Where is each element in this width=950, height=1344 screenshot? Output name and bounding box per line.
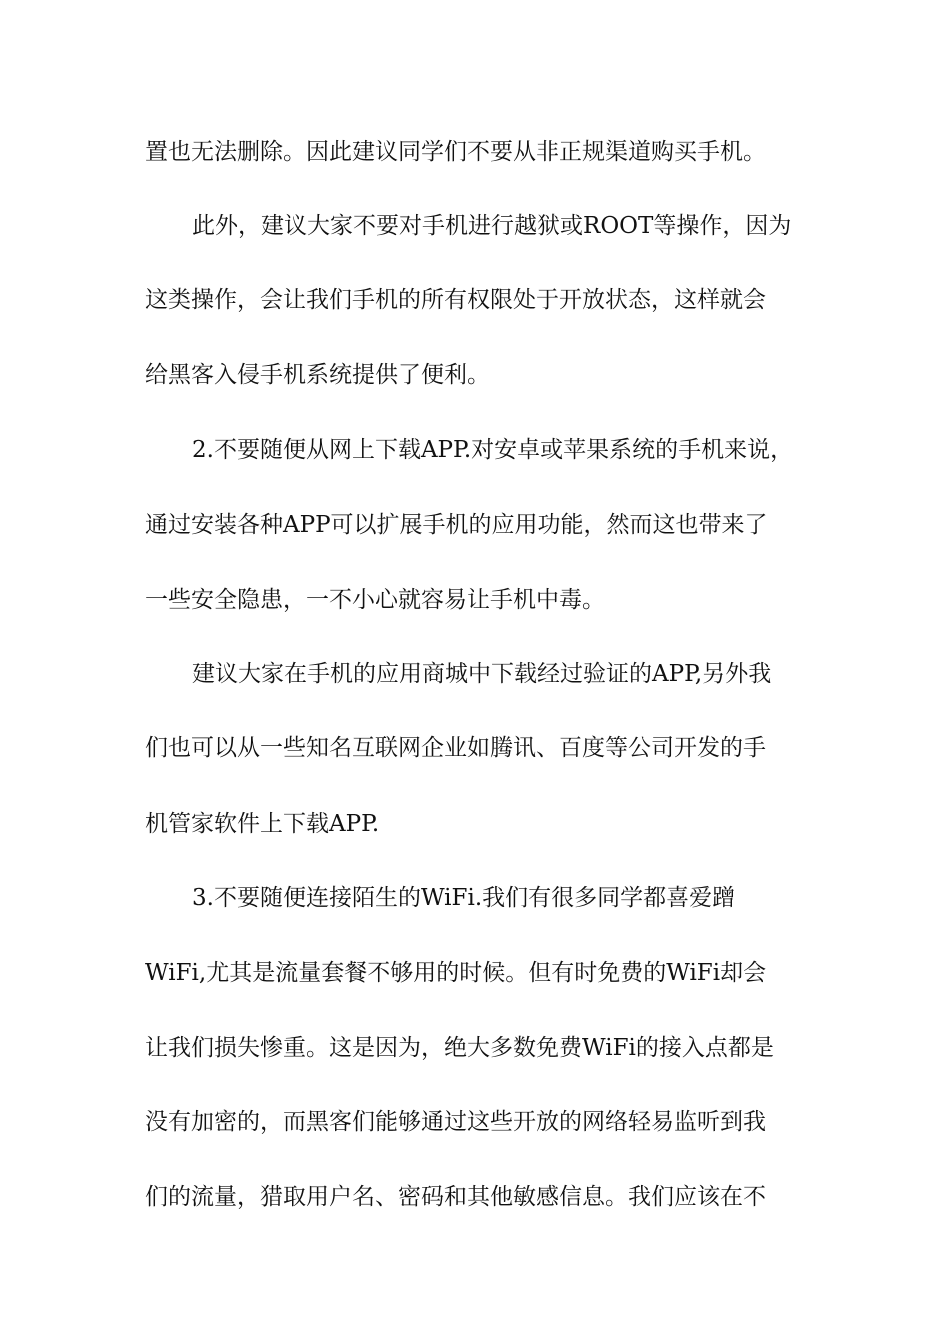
text-line: 给黑客入侵手机系统提供了便利。 [145,362,490,388]
text-line: 机管家软件上下载APP. [145,811,380,837]
text-line: 此外，建议大家不要对手机进行越狱或ROOT等操作，因为 [192,213,792,239]
text-line: 没有加密的，而黑客们能够通过这些开放的网络轻易监听到我 [145,1109,766,1135]
text-line: WiFi,尤其是流量套餐不够用的时候。但有时免费的WiFi却会 [145,960,767,986]
text-line: 这类操作，会让我们手机的所有权限处于开放状态，这样就会 [145,287,766,313]
text-line: 通过安装各种APP可以扩展手机的应用功能，然而这也带来了 [145,512,768,538]
text-line: 们的流量，猎取用户名、密码和其他敏感信息。我们应该在不 [145,1184,766,1210]
text-line: 置也无法删除。因此建议同学们不要从非正规渠道购买手机。 [145,139,766,165]
text-line: 建议大家在手机的应用商城中下载经过验证的APP,另外我 [192,661,772,687]
text-line: 2.不要随便从网上下载APP.对安卓或苹果系统的手机来说， [192,437,794,463]
text-line: 让我们损失惨重。这是因为，绝大多数免费WiFi的接入点都是 [145,1035,774,1061]
text-line: 们也可以从一些知名互联网企业如腾讯、百度等公司开发的手 [145,735,766,761]
text-line: 一些安全隐患，一不小心就容易让手机中毒。 [145,587,605,613]
text-line: 3.不要随便连接陌生的WiFi.我们有很多同学都喜爱蹭 [192,885,736,911]
